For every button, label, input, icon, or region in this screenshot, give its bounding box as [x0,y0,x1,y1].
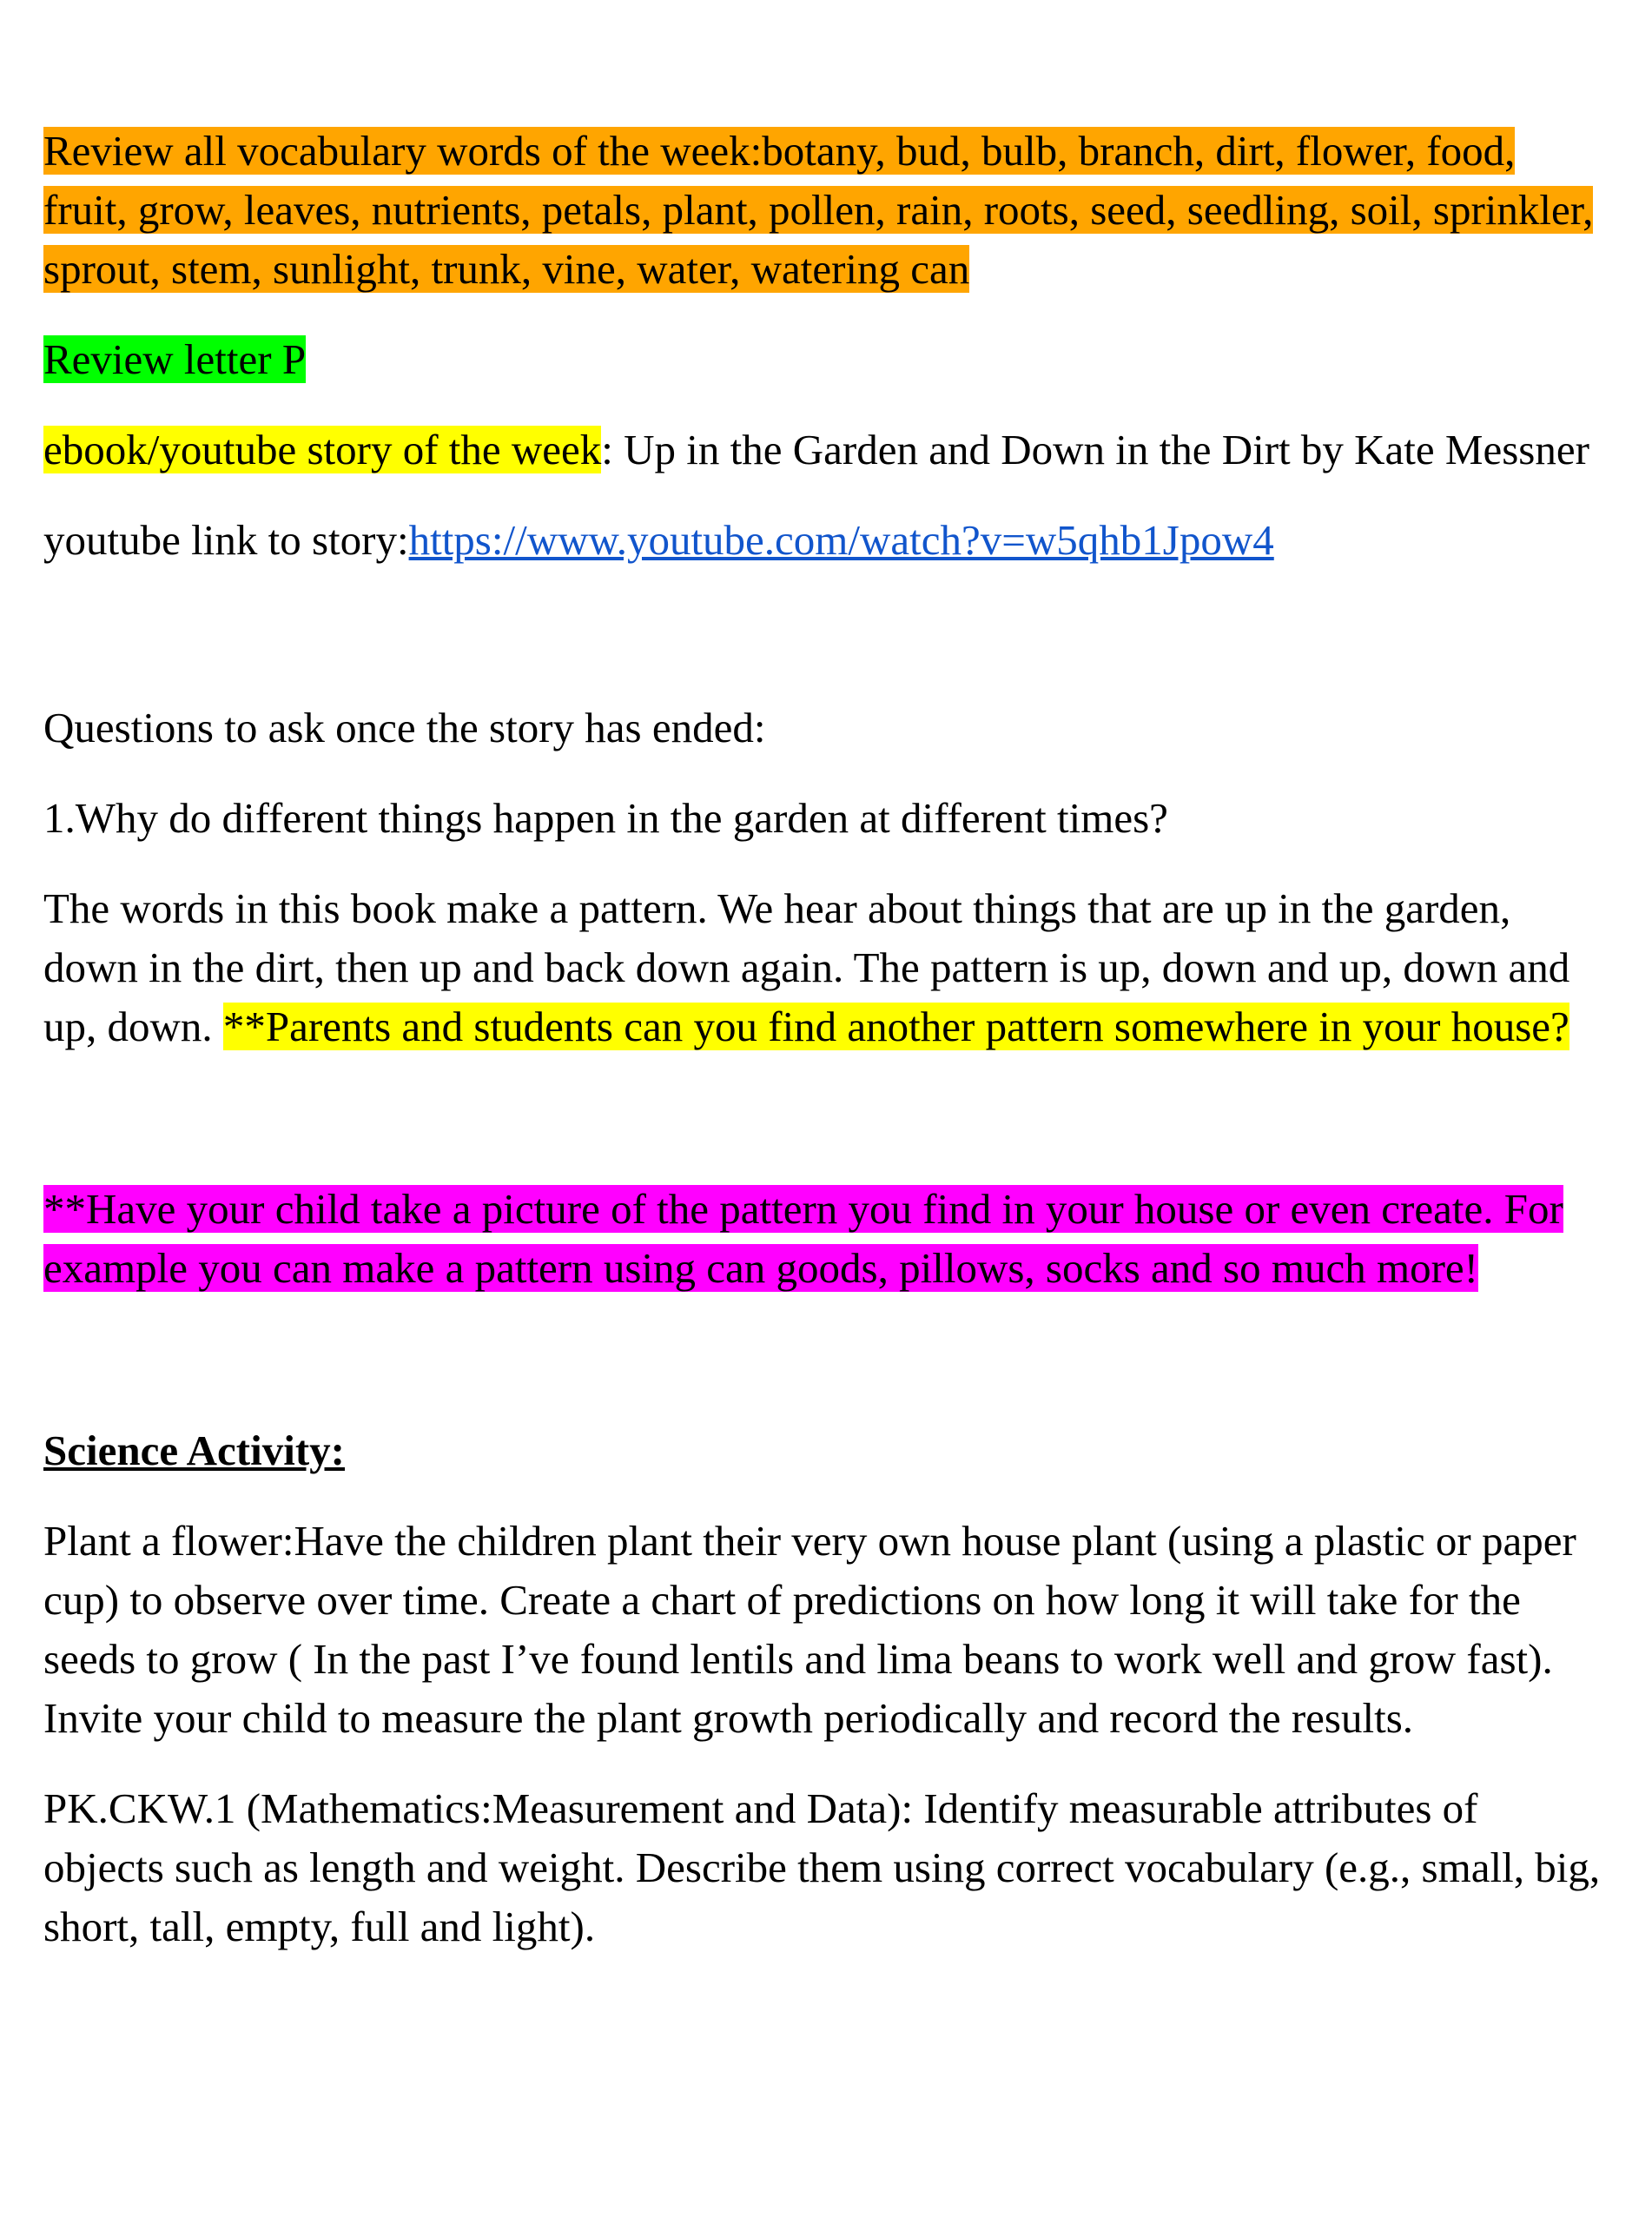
pattern-highlight: **Parents and students can you find another pattern somewhere in your house? [222,1003,1569,1050]
document-page [43,122,1607,1956]
story-paragraph [43,420,1607,480]
youtube-link[interactable]: https://www.youtube.com/watch?v=w5qhb1Jpow4 [408,516,1274,564]
picture-task-paragraph [43,1180,1607,1298]
vocab-paragraph [43,122,1607,299]
letter-paragraph [43,330,1607,389]
question-1: 1.Why do different things happen in the garden at different times? [43,794,1168,842]
letter-highlight: Review letter P [43,335,307,383]
science-activity: Plant a flower:Have the children plant their very own house plant (using a plastic or paper cup) to observe over time. Create a chart of predictions on how long it will take for the seeds to grow ( In the past I’ve found lentils and lima beans to work well and grow fast). Invite your child to measure the plant growth periodically and record the results. [43,1517,1576,1742]
standard-paragraph: PK.CKW.1 (Mathematics:Measurement and Data): Identify measurable attributes of objects such as length and weight. Describe them using correct vocabulary (e.g., small, big, short, tall, empty, full and light). [43,1784,1601,1950]
youtube-label: youtube link to story: [43,516,409,564]
science-heading-paragraph [43,1421,1607,1480]
picture-task-highlight: **Have your child take a picture of the pattern you find in your house or even create. For example you can make a pattern using can goods, pillows, socks and so much more! [43,1185,1563,1292]
pattern-text: The words in this book make a pattern. We hear about things that are up in the garden, down in the dirt, then up and back down again. The pattern is up, down and up, down and up, down. [43,884,1570,1050]
youtube-paragraph [43,511,1607,570]
story-label: ebook/youtube story of the week [43,426,602,473]
pattern-paragraph [43,879,1607,1056]
science-heading: Science Activity: [43,1426,345,1474]
story-title: : Up in the Garden and Down in the Dirt by Kate Messner [601,426,1589,473]
questions-intro: Questions to ask once the story has ended: [43,704,766,751]
vocab-highlight: Review all vocabulary words of the week:botany, bud, bulb, branch, dirt, flower, food, fruit, grow, leaves, nutrients, petals, plant, pollen, rain, roots, seed, seedling, soil, sprinkler, sprout, stem, sunlight, trunk, vine, water, watering can [43,127,1594,293]
